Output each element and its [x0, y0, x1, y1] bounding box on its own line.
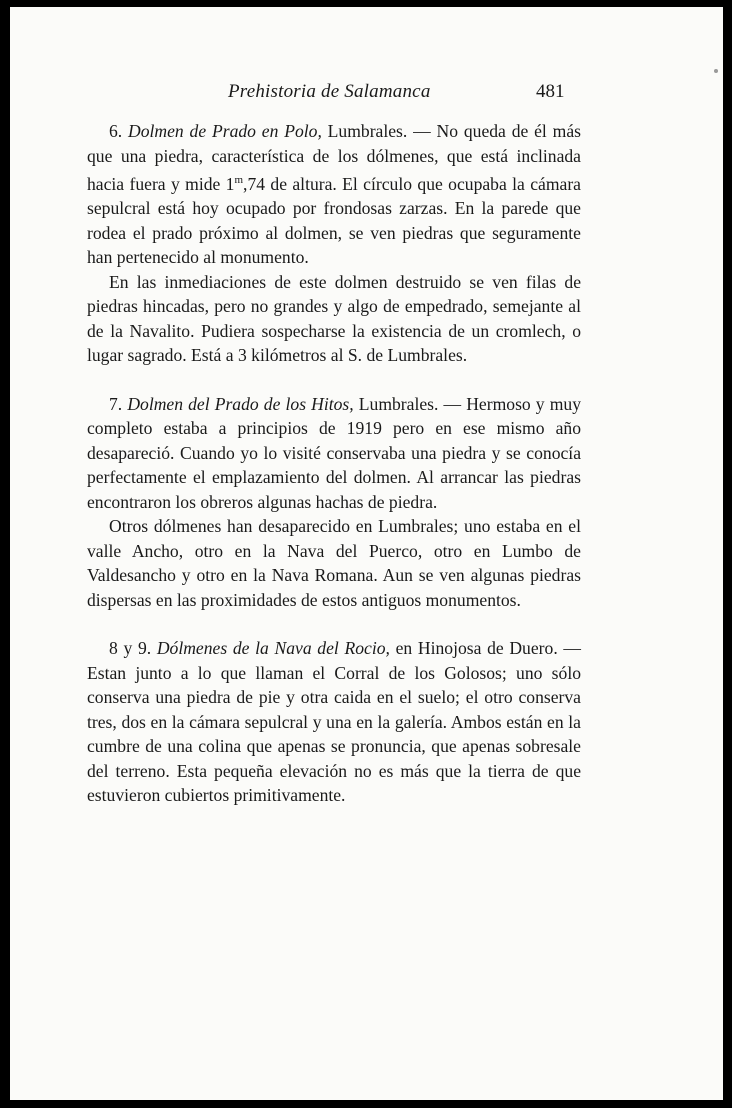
entry-6-followup: En las inmediaciones de este dolmen destruido se ven filas de piedras hincadas, pero no grandes y algo de empedrado, semejante al de la Navalito. Pudiera sospecharse la existencia de un cromlech, o lugar sagrado. Está a 3 kilómetros al S. de Lumbrales. [87, 271, 581, 366]
unit-superscript: m [234, 174, 244, 186]
entry-6-paragraph [87, 119, 581, 270]
body-text [87, 119, 581, 808]
scan-border [723, 0, 732, 1108]
entry-7-followup: Otros dólmenes han desaparecido en Lumbrales; uno estaba en el valle Ancho, otro en la Nava del Puerco, otro en Lumbo de Valdesancho y otro en la Nava Romana. Aun se ven algunas piedras dispersas en las proximidades de estos antiguos monumentos. [87, 516, 581, 610]
entry-title: Dolmen de Prado en Polo, [128, 121, 322, 141]
running-title: Prehistoria de Salamanca [228, 81, 431, 102]
book-page [10, 7, 723, 1100]
entry-text: Lumbrales. — Hermoso y muy completo estaba a principios de 1919 pero en ese mismo año desapareció. Cuando yo lo visité conservaba una piedra y se conocía perfectamente el emplazamiento del dolmen. Al arrancar las piedras encontraron los obreros algunas hachas de piedra. [87, 393, 581, 512]
page-number: 481 [536, 81, 565, 102]
entry-7-paragraph [87, 392, 581, 515]
entry-number: 6. [109, 121, 123, 141]
entry-title: Dólmenes de la Nava del Rocio, [156, 638, 390, 659]
entry-title: Dolmen del Prado de los Hitos, [127, 393, 354, 414]
entry-number: 8 y 9. [109, 638, 152, 659]
entry-8-9-paragraph [87, 636, 581, 808]
entry-number: 7. [109, 393, 123, 414]
entry-text-continued: ,74 de altura. El círculo que ocupaba la cámara sepulcral está hoy ocupado por frondosas zarzas. En la parede que rodea el prado próximo al dolmen, se ven piedras que seguramente han pertenecido al monumento. [87, 173, 581, 268]
speck-mark [714, 69, 718, 73]
entry-text: en Hinojosa de Duero. — Estan junto a lo que llaman el Corral de los Golosos; uno sólo conserva una piedra de pie y otra caida en el suelo; el otro conserva tres, dos en la cámara sepulcral y una en la galería. Ambos están en la cumbre de una colina que apenas se pronuncia, que apenas sobresale del terreno. Esta pequeña elevación no es más que la tierra de que estuvieron cubiertos primitivamente. [87, 638, 581, 806]
entry-text: Lumbrales. — No queda de él más que una piedra, característica de los dólmenes, que está inclinada hacia fuera y mide 1 [87, 121, 581, 194]
page-header [10, 78, 723, 108]
